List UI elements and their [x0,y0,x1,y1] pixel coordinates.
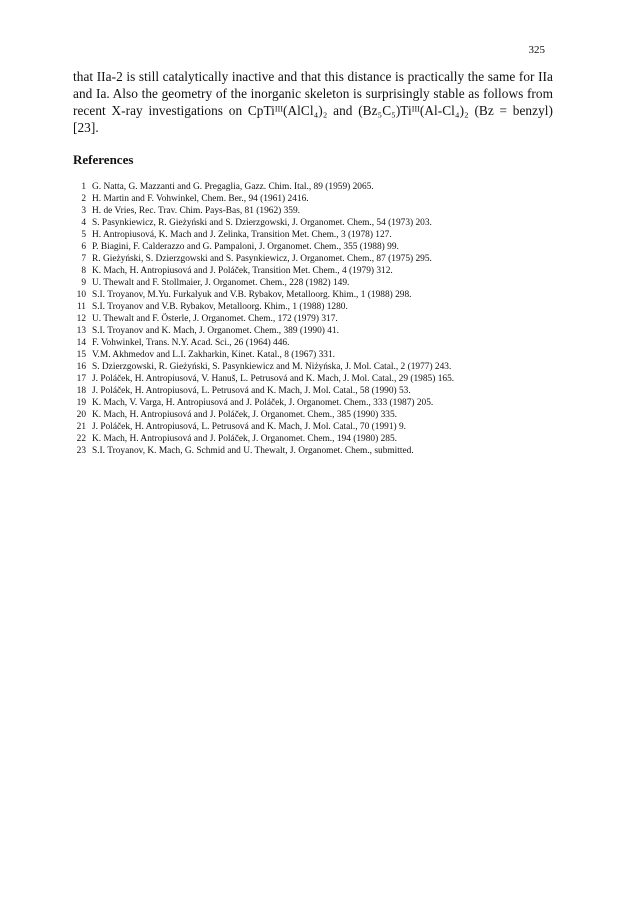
reference-number: 3 [81,206,86,216]
reference-text: U. Thewalt and F. Österle, J. Organomet. Chem., 172 (1979) 317. [92,314,338,324]
reference-item [73,301,563,313]
reference-text: V.M. Akhmedov and L.I. Zakharkin, Kinet. Katal., 8 (1967) 331. [92,350,336,360]
reference-item [73,409,563,421]
reference-item [73,193,563,205]
reference-number: 16 [76,362,86,372]
reference-item [73,385,563,397]
reference-number: 17 [76,374,86,384]
reference-text: P. Biagini, F. Calderazzo and G. Pampaloni, J. Organomet. Chem., 355 (1988) 99. [92,242,399,252]
reference-number: 4 [81,218,86,228]
reference-text: J. Poláček, H. Antropiusová, L. Petrusová and K. Mach, J. Mol. Catal., 58 (1990) 53. [92,386,411,396]
reference-item [73,265,563,277]
reference-text: H. de Vries, Rec. Trav. Chim. Pays-Bas, 81 (1962) 359. [92,206,301,216]
reference-text: S.I. Troyanov, K. Mach, G. Schmid and U. Thewalt, J. Organomet. Chem., submitted. [92,446,414,456]
reference-number: 1 [81,182,86,192]
reference-text: H. Antropiusová, K. Mach and J. Zelinka, Transition Met. Chem., 3 (1978) 127. [92,230,392,240]
reference-item [73,397,563,409]
reference-number: 19 [76,398,86,408]
reference-item [73,313,563,325]
reference-item [73,181,563,193]
reference-text: K. Mach, H. Antropiusová and J. Poláček, J. Organomet. Chem., 385 (1990) 335. [92,410,397,420]
reference-item [73,337,563,349]
reference-item [73,289,563,301]
reference-item [73,373,563,385]
reference-text: S.I. Troyanov and K. Mach, J. Organomet. Chem., 389 (1990) 41. [92,326,339,336]
reference-item [73,205,563,217]
reference-text: S.I. Troyanov and V.B. Rybakov, Metalloorg. Khim., 1 (1988) 1280. [92,302,348,312]
reference-number: 23 [76,446,86,456]
reference-number: 11 [76,302,86,312]
reference-text: K. Mach, H. Antropiusová and J. Poláček, J. Organomet. Chem., 194 (1980) 285. [92,434,397,444]
reference-text: U. Thewalt and F. Stollmaier, J. Organomet. Chem., 228 (1982) 149. [92,278,350,288]
references-heading: References [73,152,134,167]
reference-item [73,217,563,229]
reference-item [73,277,563,289]
reference-item [73,361,563,373]
reference-item [73,241,563,253]
reference-number: 9 [81,278,86,288]
reference-number: 7 [81,254,86,264]
reference-text: S. Pasynkiewicz, R. Gieżyński and S. Dzierzgowski, J. Organomet. Chem., 54 (1973) 203. [92,218,432,228]
reference-number: 8 [81,266,86,276]
reference-text: S. Dzierzgowski, R. Gieżyński, S. Pasynkiewicz and M. Niżyńska, J. Mol. Catal., 2 (1977) 243. [92,362,452,372]
reference-number: 10 [76,290,86,300]
reference-text: K. Mach, V. Varga, H. Antropiusová and J. Poláček, J. Organomet. Chem., 333 (1987) 205. [92,398,434,408]
reference-item [73,433,563,445]
reference-text: K. Mach, H. Antropiusová and J. Poláček, Transition Met. Chem., 4 (1979) 312. [92,266,393,276]
reference-item [73,325,563,337]
reference-text: H. Martin and F. Vohwinkel, Chem. Ber., 94 (1961) 2416. [92,194,309,204]
reference-text: R. Gieżyński, S. Dzierzgowski and S. Pasynkiewicz, J. Organomet. Chem., 87 (1975) 295. [92,254,432,264]
reference-number: 2 [81,194,86,204]
reference-item [73,349,563,361]
reference-number: 15 [76,350,86,360]
reference-item [73,229,563,241]
reference-number: 20 [76,410,86,420]
reference-number: 22 [76,434,86,444]
reference-number: 13 [76,326,86,336]
reference-item [73,445,563,457]
reference-text: F. Vohwinkel, Trans. N.Y. Acad. Sci., 26 (1964) 446. [92,338,290,348]
body-paragraph: that IIa-2 is still catalytically inactive and that this distance is practically the same for IIa and Ia. Also the geometry of the inorganic skeleton is surprisingly stable as follows from recent X-ray investigations on CpTiᴵᴵᴵ(AlCl₄)₂ and (Bz₅C₅)Tiᴵᴵᴵ(Al-Cl₄)₂ (Bz = benzyl) [23]. [73,69,553,135]
reference-number: 12 [76,314,86,324]
reference-item [73,421,563,433]
reference-number: 14 [76,338,86,348]
reference-text: J. Poláček, H. Antropiusová, V. Hanuš, L. Petrusová and K. Mach, J. Mol. Catal., 29 (1985) 165. [92,374,455,384]
reference-text: J. Poláček, H. Antropiusová, L. Petrusová and K. Mach, J. Mol. Catal., 70 (1991) 9. [92,422,407,432]
reference-number: 21 [76,422,86,432]
reference-number: 6 [81,242,86,252]
body-paragraph-block [73,68,553,136]
reference-text: G. Natta, G. Mazzanti and G. Pregaglia, Gazz. Chim. Ital., 89 (1959) 2065. [92,182,374,192]
reference-number: 18 [76,386,86,396]
reference-list [73,181,563,457]
reference-number: 5 [81,230,86,240]
reference-item [73,253,563,265]
page-number: 325 [528,44,545,56]
reference-text: S.I. Troyanov, M.Yu. Furkalyuk and V.B. Rybakov, Metalloorg. Khim., 1 (1988) 298. [92,290,412,300]
